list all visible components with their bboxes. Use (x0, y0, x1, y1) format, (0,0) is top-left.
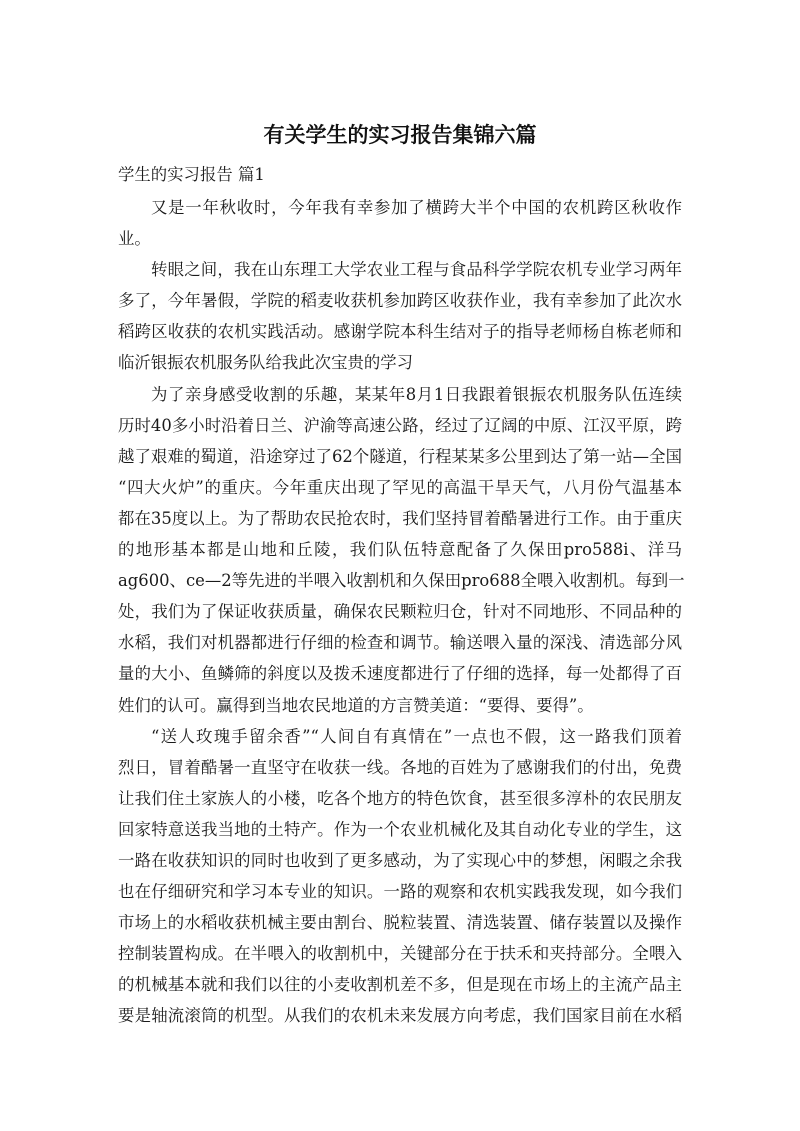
text-line: 稻跨区收获的农机实践活动。感谢学院本科生结对子的指导老师杨自栋老师和 (118, 322, 682, 342)
text-line: 回家特意送我当地的土特产。作为一个农业机械化及其自动化专业的学生，这 (118, 819, 682, 839)
section-heading: 学生的实习报告 篇1 (118, 165, 265, 184)
text-line: 一路在收获知识的同时也收到了更多感动，为了实现心中的梦想，闲暇之余我 (118, 850, 682, 870)
body-text (118, 192, 685, 1032)
text-line: 量的大小、鱼鳞筛的斜度以及拨禾速度都进行了仔细的选择，每一处都得了百 (118, 664, 682, 684)
text-line: ag600、ce—2等先进的半喂入收割机和久保田pro688全喂入收割机。每到一 (118, 571, 685, 591)
text-line: 烈日，冒着酷暑一直坚守在收获一线。各地的百姓为了感谢我们的付出，免费 (118, 757, 682, 777)
text-line: 的机械基本就和我们以往的小麦收割机差不多，但是现在市场上的主流产品主 (118, 975, 682, 995)
text-line: 让我们住土家族人的小楼，吃各个地方的特色饮食，甚至很多淳朴的农民朋友 (118, 788, 682, 808)
text-line: 临沂银振农机服务队给我此次宝贵的学习 (118, 353, 414, 373)
text-line: 多了，今年暑假，学院的稻麦收获机参加跨区收获作业，我有幸参加了此次水 (118, 291, 682, 311)
text-line: 控制装置构成。在半喂入的收割机中，关键部分在于扶禾和夹持部分。全喂入 (118, 944, 682, 964)
text-line: 都在35度以上。为了帮助农民抢农时，我们坚持冒着酷暑进行工作。由于重庆 (118, 508, 682, 528)
text-line: 又是一年秋收时，今年我有幸参加了横跨大半个中国的农机跨区秋收作 (151, 198, 682, 217)
text-line: 姓们的认可。赢得到当地农民地道的方言赞美道：“要得、要得”。 (118, 695, 594, 715)
text-line: 市场上的水稻收获机械主要由割台、脱粒装置、清选装置、储存装置以及操作 (118, 913, 682, 933)
text-line: 也在仔细研究和学习本专业的知识。一路的观察和农机实践我发现，如今我们 (118, 882, 682, 902)
text-line: 越了艰难的蜀道，沿途穿过了62个隧道，行程某某多公里到达了第一站—全国 (118, 446, 682, 466)
text-line: 水稻，我们对机器都进行仔细的检查和调节。输送喂入量的深浅、清选部分风 (118, 633, 682, 653)
text-line: 要是轴流滚筒的机型。从我们的农机未来发展方向考虑，我们国家目前在水稻 (118, 1006, 682, 1026)
text-line: 的地形基本都是山地和丘陵，我们队伍特意配备了久保田pro588i、洋马 (118, 540, 682, 560)
text-line: 处，我们为了保证收获质量，确保农民颗粒归仓，针对不同地形、不同品种的 (118, 602, 682, 622)
text-line: 为了亲身感受收割的乐趣，某某年8月1日我跟着银振农机服务队伍连续 (151, 384, 682, 404)
text-line: 历时40多小时沿着日兰、沪渝等高速公路，经过了辽阔的中原、江汉平原，跨 (118, 415, 682, 435)
text-line: 业。 (118, 229, 151, 249)
text-line: “送人玫瑰手留余香”“人间自有真情在”一点也不假，这一路我们顶着 (151, 726, 682, 746)
document-title: 有关学生的实习报告集锦六篇 (263, 123, 537, 147)
text-line: 转眼之间，我在山东理工大学农业工程与食品科学学院农机专业学习两年 (151, 260, 682, 280)
text-line: “四大火炉”的重庆。今年重庆出现了罕见的高温干旱天气，八月份气温基本 (118, 477, 682, 497)
